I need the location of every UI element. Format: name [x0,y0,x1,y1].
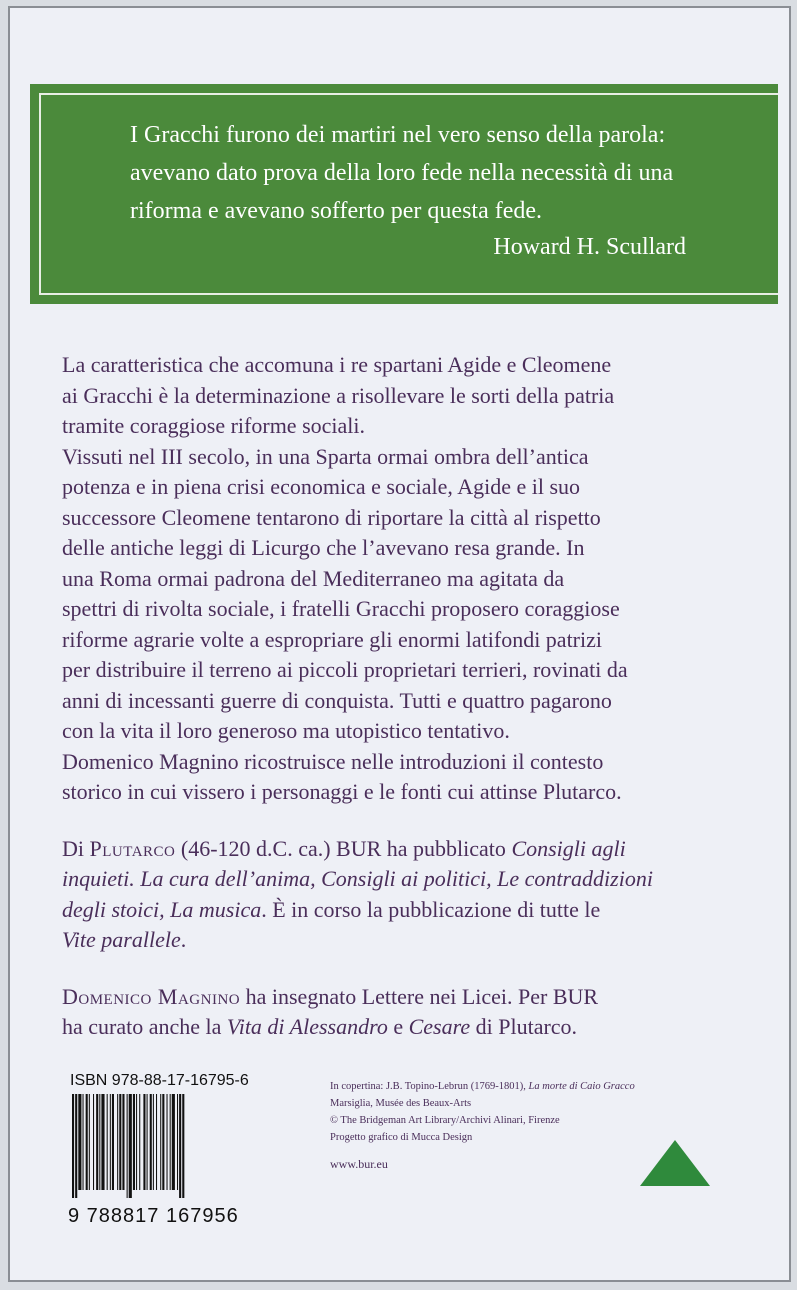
credit-line: In copertina: J.B. Topino-Lebrun (1769-1801), La morte di Caio Gracco [330,1081,635,1092]
barcode-bar [179,1094,181,1198]
quote-text [130,116,730,230]
barcode-bar [177,1094,178,1190]
credit-line: © The Bridgeman Art Library/Archivi Alinari, Firenze [330,1115,560,1126]
description-line: spettri di rivolta sociale, i fratelli Gracchi proposero coraggiose [62,596,620,621]
description-line: riforme agrarie volte a espropriare gli enormi latifondi patrizi [62,626,602,652]
barcode [68,1072,288,1227]
barcode-bar [110,1094,111,1190]
barcode-bar [117,1094,118,1190]
book-title: inquieti. La cura dell’anima, Consigli ai politici, Le contraddizioni [62,866,653,891]
barcode-bar [83,1094,84,1190]
barcode-bar [86,1094,88,1190]
barcode-bar [167,1094,168,1190]
barcode-bar [127,1094,128,1198]
book-title: Cesare [408,1014,471,1039]
barcode-bar [147,1094,148,1190]
barcode-bar [112,1094,114,1190]
plutarch-note-line [62,864,742,895]
quote-line: riforma e avevano sofferto per questa fede. [130,198,543,224]
barcode-bar [75,1094,77,1198]
body-text [62,350,742,1043]
editor-name: Domenico Magnino [62,983,241,1009]
publisher-logo-triangle [640,1140,710,1186]
description-line: Domenico Magnino ricostruisce nelle introduzioni il contesto [62,748,604,774]
description-line: Vissuti nel III secolo, in una Sparta ormai ombra dell’antica [62,443,589,469]
description-line: delle antiche leggi di Licurgo che l’avevano resa grande. In [62,535,585,560]
barcode-bar [133,1094,135,1190]
barcode-bar [129,1094,132,1198]
description-line: una Roma ormai padrona del Mediterraneo ma agitata da [62,565,565,591]
barcode-bar [156,1094,157,1190]
plutarch-note-line: degli stoici, La musica. È in corso la pubblicazione di tutte le [62,896,601,922]
barcode-bar [72,1094,74,1198]
book-title: Vita di Alessandro [226,1014,388,1039]
quote-line: I Gracchi furono dei martiri nel vero senso della parola: [130,122,666,148]
description-line: per distribuire il terreno ai piccoli proprietari terrieri, rovinati da [62,657,628,682]
barcode-bar [96,1094,98,1190]
barcode-digits: 9 788817 167956 [68,1205,239,1227]
barcode-bar [160,1094,161,1190]
barcode-bar [143,1094,145,1190]
barcode-bar [101,1094,104,1190]
book-title: Consigli agli [511,835,626,861]
description-line: ai Gracchi è la determinazione a risollevare le sorti della patria [62,382,615,408]
quote-author: Howard H. Scullard [493,234,686,260]
credit-line: Marsiglia, Musée des Beaux-Arts [330,1098,472,1109]
description-line: tramite coraggiose riforme sociali. [62,413,365,438]
isbn-label: ISBN 978-88-17-16795-6 [70,1072,249,1089]
quote-line: avevano dato prova della loro fede nella necessità di una [130,160,674,186]
credit-line: Progetto grafico di Mucca Design [330,1132,473,1143]
editor-note-line: Domenico Magnino ha insegnato Lettere nei Licei. Per BUR [62,983,599,1009]
description-line: anni di incessanti guerre di conquista. Tutti e quattro pagarono [62,687,612,713]
plutarch-note-line: Vite parallele. [62,927,187,952]
plutarch-note-line: Di Plutarco (46-120 d.C. ca.) BUR ha pubblicato Consigli agli [62,835,626,861]
description-line: successore Cleomene tentarono di riportare la città al rispetto [62,504,601,530]
barcode-bar [182,1094,184,1198]
barcode-bar [93,1094,94,1190]
author-name: Plutarco [89,835,176,861]
editor-note-line: ha curato anche la Vita di Alessandro e Cesare di Plutarco. [62,1014,578,1039]
barcode-bar [107,1094,108,1190]
description-line: La caratteristica che accomuna i re spartani Agide e Cleomene [62,352,612,377]
description-line: con la vita il loro generoso ma utopistico tentativo. [62,718,510,743]
barcode-bar [162,1094,164,1190]
website-link[interactable]: www.bur.eu [330,1157,388,1171]
description-line: potenza e in piena crisi economica e sociale, Agide e il suo [62,474,581,499]
barcode-bar [153,1094,154,1190]
quote-box [30,84,778,304]
barcode-bar [99,1094,100,1190]
barcode-bar [89,1094,90,1190]
barcode-bar [136,1094,137,1190]
barcode-bar [122,1094,124,1190]
barcode-bar [139,1094,140,1190]
barcode-bar [150,1094,152,1190]
book-title: Vite parallele [62,927,181,952]
barcode-bar [119,1094,121,1190]
barcode-bars [68,1094,278,1198]
book-title: degli stoici, La musica [62,896,262,922]
description-line: storico in cui vissero i personaggi e le fonti cui attinse Plutarco. [62,779,622,804]
barcode-bar [78,1094,81,1190]
barcode-bar [170,1094,171,1190]
barcode-bar [172,1094,175,1190]
